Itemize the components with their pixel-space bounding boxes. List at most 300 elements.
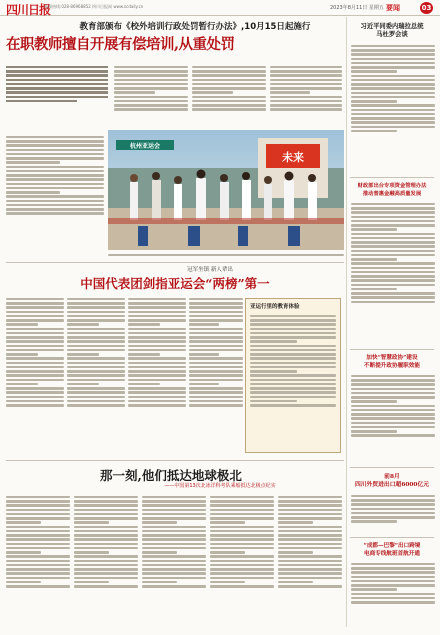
text-line [210,568,274,571]
lead-headline: 在职教师擅自开展有偿培训,从重处罚 [6,36,235,53]
text-line [114,104,188,107]
text-line [351,75,435,78]
text-line [192,70,266,73]
text-line [67,336,125,339]
text-line [74,509,138,512]
news-photo [108,130,344,250]
text-line [114,70,188,73]
text-line [351,576,435,579]
text-line [351,70,397,73]
text-line [67,400,125,403]
text-line [128,383,160,386]
text-line [6,195,104,198]
text-line [114,74,188,77]
text-line [210,513,274,516]
text-line [189,311,243,314]
text-line [250,396,336,399]
text-line [351,567,435,570]
text-line [6,500,70,503]
third-body-column [210,494,274,630]
text-line [6,170,104,173]
text-line [351,109,435,112]
text-line [6,547,70,550]
text-line [128,400,186,403]
text-line [351,584,435,587]
text-line [192,83,266,86]
sidebar-headline-line: 不断提升政协履职效能 [364,362,420,369]
text-line [6,302,64,305]
text-line [128,349,186,352]
text-line [128,374,186,377]
text-line [351,422,435,425]
lead-body-column [114,64,188,130]
text-line [210,504,274,507]
text-line [142,530,206,533]
text-line [351,508,435,511]
text-line [250,353,336,356]
text-line [351,45,435,48]
issue-date: 2023年8月11日 星期五 [330,5,384,11]
text-line [6,387,64,390]
sidebar-divider [350,537,434,538]
text-line [6,345,64,348]
text-line [351,130,397,133]
text-line [278,543,342,546]
text-line [210,517,274,520]
text-line [192,100,266,103]
text-line [351,301,435,304]
text-line [250,370,297,373]
text-line [6,383,38,386]
text-line [6,517,70,520]
text-line [270,74,342,77]
text-line [74,530,138,533]
text-line [6,400,64,403]
text-line [278,534,342,537]
text-line [210,521,245,524]
text-line [142,517,206,520]
text-line [351,211,435,214]
text-line [351,62,435,65]
text-line [114,79,188,82]
text-line [351,296,435,299]
text-line [114,108,188,111]
text-line [250,391,336,394]
text-line [128,302,186,305]
text-line [6,191,60,194]
text-line [74,538,138,541]
text-line [351,516,435,519]
text-line [6,319,64,322]
text-line [67,370,125,373]
text-line [67,340,125,343]
text-line [6,208,104,211]
text-line [6,538,70,541]
text-line [351,207,435,210]
text-line [114,66,188,69]
text-line [210,538,274,541]
sidebar-divider [350,349,434,350]
text-line [351,87,435,90]
text-line [351,375,435,378]
text-line [351,254,435,257]
text-line [142,504,206,507]
text-line [189,323,219,326]
text-line [351,216,435,219]
text-line [250,400,297,403]
boxed-story [245,298,341,453]
text-line [210,534,274,537]
text-line [6,374,64,377]
text-line [351,117,435,120]
text-line [210,500,274,503]
text-line [128,319,186,322]
text-line [128,323,160,326]
text-line [351,113,435,116]
text-line [142,568,206,571]
text-line [67,387,125,390]
text-line [189,306,243,309]
text-line [6,404,64,407]
text-line [189,370,243,373]
text-line [142,555,206,558]
text-line [114,100,188,103]
third-body-column [142,494,206,630]
text-line [108,254,344,257]
text-line [67,353,99,356]
text-line [270,87,342,90]
text-line [74,513,138,516]
text-line [351,121,435,124]
boxed-story-title: 亚运行里的教育体验 [250,304,300,310]
text-line [6,509,70,512]
text-line [351,520,397,523]
text-line [210,555,274,558]
text-line [189,383,219,386]
text-line [6,166,104,169]
text-line [6,521,41,524]
text-line [351,92,435,95]
text-line [67,374,125,377]
text-line [351,580,435,583]
text-line [278,572,342,575]
text-line [351,413,435,416]
story-divider [6,262,344,263]
sidebar-headline [349,183,435,198]
second-body-column [67,296,125,456]
sidebar-divider [350,177,434,178]
text-line [210,585,274,588]
text-line [142,551,177,554]
text-line [250,328,336,331]
text-line [6,315,64,318]
text-line [192,91,233,94]
text-line [6,585,70,588]
text-line [210,496,274,499]
text-line [128,404,186,407]
sidebar-headline-line: 马杜罗会谈 [376,31,408,38]
text-line [192,104,266,107]
text-line [6,551,41,554]
text-line [142,534,206,537]
text-line [6,564,70,567]
text-line [278,577,342,580]
text-line [189,391,243,394]
text-line [142,585,206,588]
text-line [351,203,435,206]
text-line [351,495,435,498]
third-body-column [74,494,138,630]
text-line [351,241,435,244]
text-line [351,571,435,574]
text-line [278,551,313,554]
text-line [210,581,245,584]
text-line [142,538,206,541]
text-line [351,588,397,591]
sidebar-headline-line: 加快“智慧政协”建设 [366,355,418,361]
text-line [74,543,138,546]
text-line [74,517,138,520]
sidebar-headline-line: 推动普惠金融高质量发展 [362,190,422,197]
text-line [74,551,109,554]
text-line [67,396,125,399]
text-line [351,233,435,236]
text-line [114,83,188,86]
text-line [189,328,243,331]
text-line [74,496,138,499]
text-line [351,292,435,295]
text-line [67,306,125,309]
text-line [278,526,342,529]
text-line [351,597,435,600]
text-line [74,577,138,580]
text-line [6,349,64,352]
text-line [189,319,243,322]
text-line [6,340,64,343]
sidebar-body [351,373,435,465]
text-line [351,503,435,506]
text-line [250,340,297,343]
text-line [278,585,342,588]
text-line [189,332,243,335]
masthead [0,0,440,16]
text-line [351,400,397,403]
text-line [6,496,70,499]
third-body-column [278,494,342,630]
text-line [189,298,243,301]
text-line [210,509,274,512]
text-line [351,563,435,566]
sidebar-headline-line: 前8月 [384,474,400,480]
text-line [67,383,99,386]
text-line [6,534,70,537]
text-line [250,349,336,352]
text-line [250,336,336,339]
text-line [128,396,186,399]
text-line [278,496,342,499]
text-line [6,379,64,382]
text-line [128,298,186,301]
text-line [142,509,206,512]
text-line [6,144,104,147]
sidebar-body [351,561,435,623]
sidebar-headline [349,355,435,370]
text-line [6,396,64,399]
text-line [67,345,125,348]
text-line [192,96,266,99]
sidebar-headline-line: 电商专线航班首航开通 [364,550,420,557]
text-line [6,204,104,207]
text-line [74,504,138,507]
text-line [74,526,138,529]
text-line [250,383,336,386]
text-line [6,157,104,160]
text-line [351,220,435,223]
text-line [351,224,435,227]
text-line [351,426,435,429]
text-line [192,74,266,77]
text-line [6,526,70,529]
text-line [6,362,64,365]
text-line [192,66,266,69]
sidebar-headline-line: 习近平同委内瑞拉总统 [360,23,424,30]
text-line [250,319,336,322]
text-line [128,328,186,331]
text-line [128,332,186,335]
text-line [270,66,342,69]
text-line [128,362,186,365]
text-line [6,311,64,314]
text-line [6,366,64,369]
text-line [128,311,186,314]
text-line [142,496,206,499]
text-line [351,267,435,270]
text-line [351,96,435,99]
text-line [351,100,397,103]
text-line [6,572,70,575]
text-line [6,555,70,558]
text-line [278,538,342,541]
text-line [351,396,435,399]
text-line [351,284,435,287]
text-line [278,568,342,571]
text-line [351,512,435,515]
text-line [6,298,64,301]
text-line [351,262,435,265]
text-line [189,336,243,339]
text-line [128,336,186,339]
text-line [351,83,435,86]
lead-kicker: 教育部颁布《校外培训行政处罚暂行办法》,10月15日起施行 [79,22,311,32]
text-line [67,349,125,352]
text-line [128,306,186,309]
photo-left-column [6,134,104,252]
text-line [250,315,336,318]
text-line [351,388,435,391]
text-line [351,601,435,604]
sidebar-body [351,201,435,347]
text-line [278,530,342,533]
text-line [189,379,243,382]
second-kicker: 冠军坐镇 新人辈出 [187,267,233,273]
text-line [210,564,274,567]
text-line [6,370,64,373]
photo-caption [108,252,344,260]
text-line [278,547,342,550]
text-line [142,547,206,550]
text-line [6,530,70,533]
text-line [189,349,243,352]
text-line [270,104,342,107]
second-headline: 中国代表团剑指亚运会“两榜”第一 [80,276,270,291]
text-line [6,187,104,190]
text-line [67,404,125,407]
text-line [278,564,342,567]
text-line [250,379,336,382]
text-line [6,332,64,335]
text-line [250,332,336,335]
text-line [6,136,104,139]
text-line [74,560,138,563]
text-line [142,577,206,580]
story-divider [6,460,344,461]
sidebar-headline [349,543,435,558]
text-line [67,379,125,382]
text-line [67,357,125,360]
text-line [351,279,435,282]
text-line [74,521,109,524]
text-line [142,543,206,546]
text-line [192,108,266,111]
text-line [128,379,186,382]
second-body-column [189,296,243,456]
third-body-column [6,494,70,630]
text-line [210,577,274,580]
text-line [351,79,435,82]
text-line [142,513,206,516]
text-line [270,96,342,99]
sidebar-headline-line: 四川外贸进出口超6000亿元 [354,482,430,488]
text-line [6,328,64,331]
text-line [210,572,274,575]
second-body-column [6,296,64,456]
text-line [67,332,125,335]
text-line [6,568,70,571]
text-line [142,572,206,575]
text-line [189,366,243,369]
text-line [6,183,104,186]
text-line [142,581,177,584]
text-line [351,58,435,61]
text-line [67,298,125,301]
text-line [142,560,206,563]
text-line [67,323,99,326]
text-line [351,430,397,433]
text-line [351,405,435,408]
text-line [6,543,70,546]
text-line [6,161,60,164]
text-line [351,392,435,395]
sidebar-headline [349,473,435,489]
text-line [278,513,342,516]
text-line [278,581,313,584]
sidebar-body [351,43,435,171]
text-line [250,404,336,407]
text-line [189,404,243,407]
text-line [6,560,70,563]
text-line [74,581,109,584]
text-line [6,200,104,203]
